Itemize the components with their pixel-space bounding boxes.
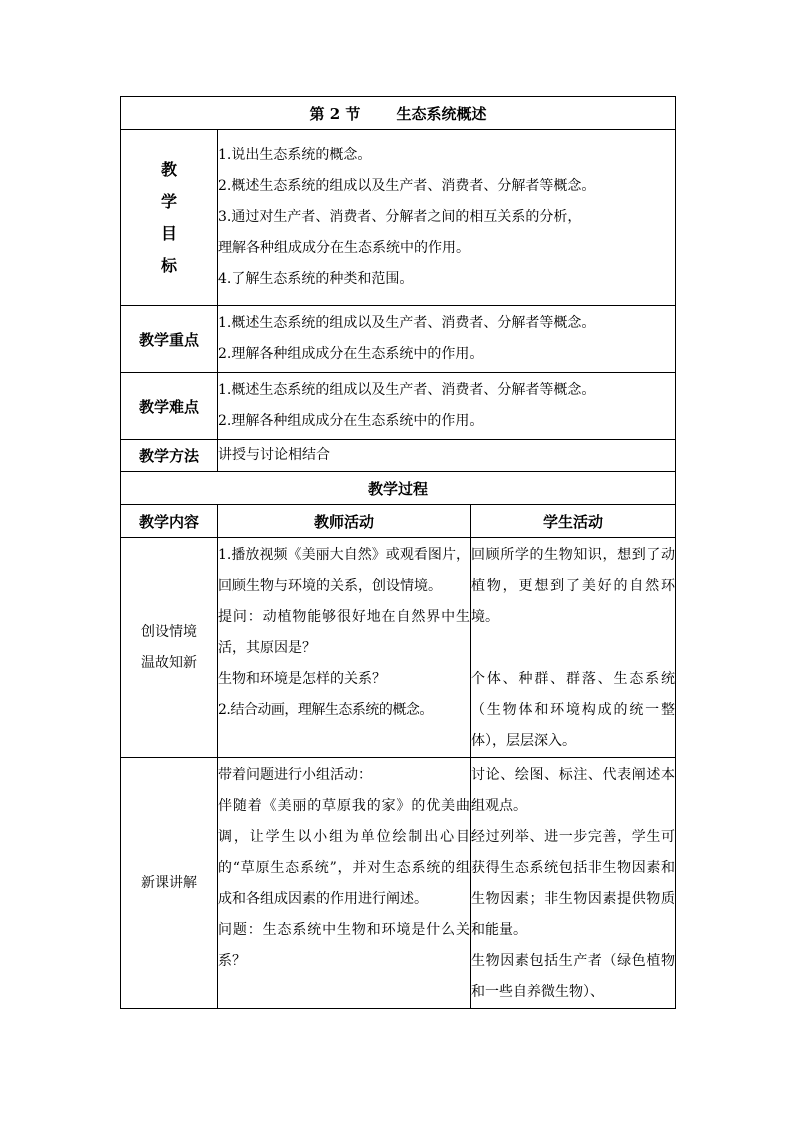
row-content-label [121,758,218,1009]
key-point-line: 1.概述生态系统的组成以及生产者、消费者、分解者等概念。 [218,315,596,331]
column-header-student: 学生活动 [471,505,676,538]
teacher-activity-line: 带着问题进行小组活动： [218,767,372,783]
row-content-line: 新课讲解 [141,874,197,891]
key-points-label: 教学重点 [121,306,218,373]
teacher-activity-line: 问题：生态系统中生物和环境是什么关系？ [218,922,470,969]
method-content [218,440,676,472]
teacher-activity-line: 生物和环境是怎样的关系？ [218,671,386,687]
key-point-line: 2.理解各种组成成分在生态系统中的作用。 [218,346,484,362]
row-content-line: 温故知新 [141,654,197,671]
objective-line: 1.说出生态系统的概念。 [218,147,372,163]
key-points-content [218,306,676,373]
objective-line: 理解各种组成成分在生态系统中的作用。 [218,240,470,256]
teacher-activity-cell [218,758,471,1009]
student-activity-line: 个体、种群、群落、生态系统（生物体和环境构成的统一整体），层层深入。 [471,671,676,749]
row-content-label [121,538,218,758]
lesson-name: 生态系统概述 [396,104,487,123]
method-value: 讲授与讨论相结合 [218,447,330,463]
objectives-label-char: 学 [160,191,177,211]
table-row [121,538,676,758]
difficulty-line: 1.概述生态系统的组成以及生产者、消费者、分解者等概念。 [218,382,596,398]
teacher-activity-line: 伴随着《美丽的草原我的家》的优美曲调，让学生以小组为单位绘制出心目的“草原生态系统”，并对生态系统的组成和各组成因素的作用进行阐述。 [218,798,470,907]
teacher-activity-line: 2.结合动画，理解生态系统的概念。 [218,702,433,718]
objectives-label-char: 标 [160,255,177,275]
lesson-section-number: 第 2 节 [309,104,361,123]
student-activity-line: 讨论、绘图、标注、代表阐述本组观点。 [471,767,676,814]
teacher-activity-cell [218,538,471,758]
lesson-plan-table [120,96,676,1009]
method-label: 教学方法 [121,440,218,472]
student-activity-line: 经过列举、进一步完善，学生可获得生态系统包括非生物因素和生物因素；非生物因素提供物质和能量。 [471,829,676,938]
student-activity-cell [471,538,676,758]
table-row [121,758,676,1009]
objectives-label [121,130,218,306]
student-activity-spacer [471,633,675,664]
student-activity-line: 生物因素包括生产者（绿色植物和一些自养微生物）、 [471,953,676,1000]
objectives-label-char: 目 [160,223,177,243]
teacher-activity-line: 提问：动植物能够很好地在自然界中生活，其原因是？ [218,609,470,656]
teacher-activity-line: 1.播放视频《美丽大自然》或观看图片，回顾生物与环境的关系，创设情境。 [218,547,470,594]
column-header-teacher: 教师活动 [218,505,471,538]
objectives-label-char: 教 [160,159,177,179]
difficulties-content [218,373,676,440]
difficulties-label: 教学难点 [121,373,218,440]
objective-line: 3.通过对生产者、消费者、分解者之间的相互关系的分析， [218,209,582,225]
row-content-line: 创设情境 [141,623,197,640]
process-heading: 教学过程 [121,472,676,505]
column-header-content: 教学内容 [121,505,218,538]
objective-line: 4.了解生态系统的种类和范围。 [218,271,414,287]
lesson-title [121,97,676,130]
objective-line: 2.概述生态系统的组成以及生产者、消费者、分解者等概念。 [218,178,596,194]
objectives-content [218,130,676,306]
student-activity-cell [471,758,676,1009]
difficulty-line: 2.理解各种组成成分在生态系统中的作用。 [218,413,484,429]
student-activity-line: 回顾所学的生物知识，想到了动植物，更想到了美好的自然环境。 [471,547,676,625]
